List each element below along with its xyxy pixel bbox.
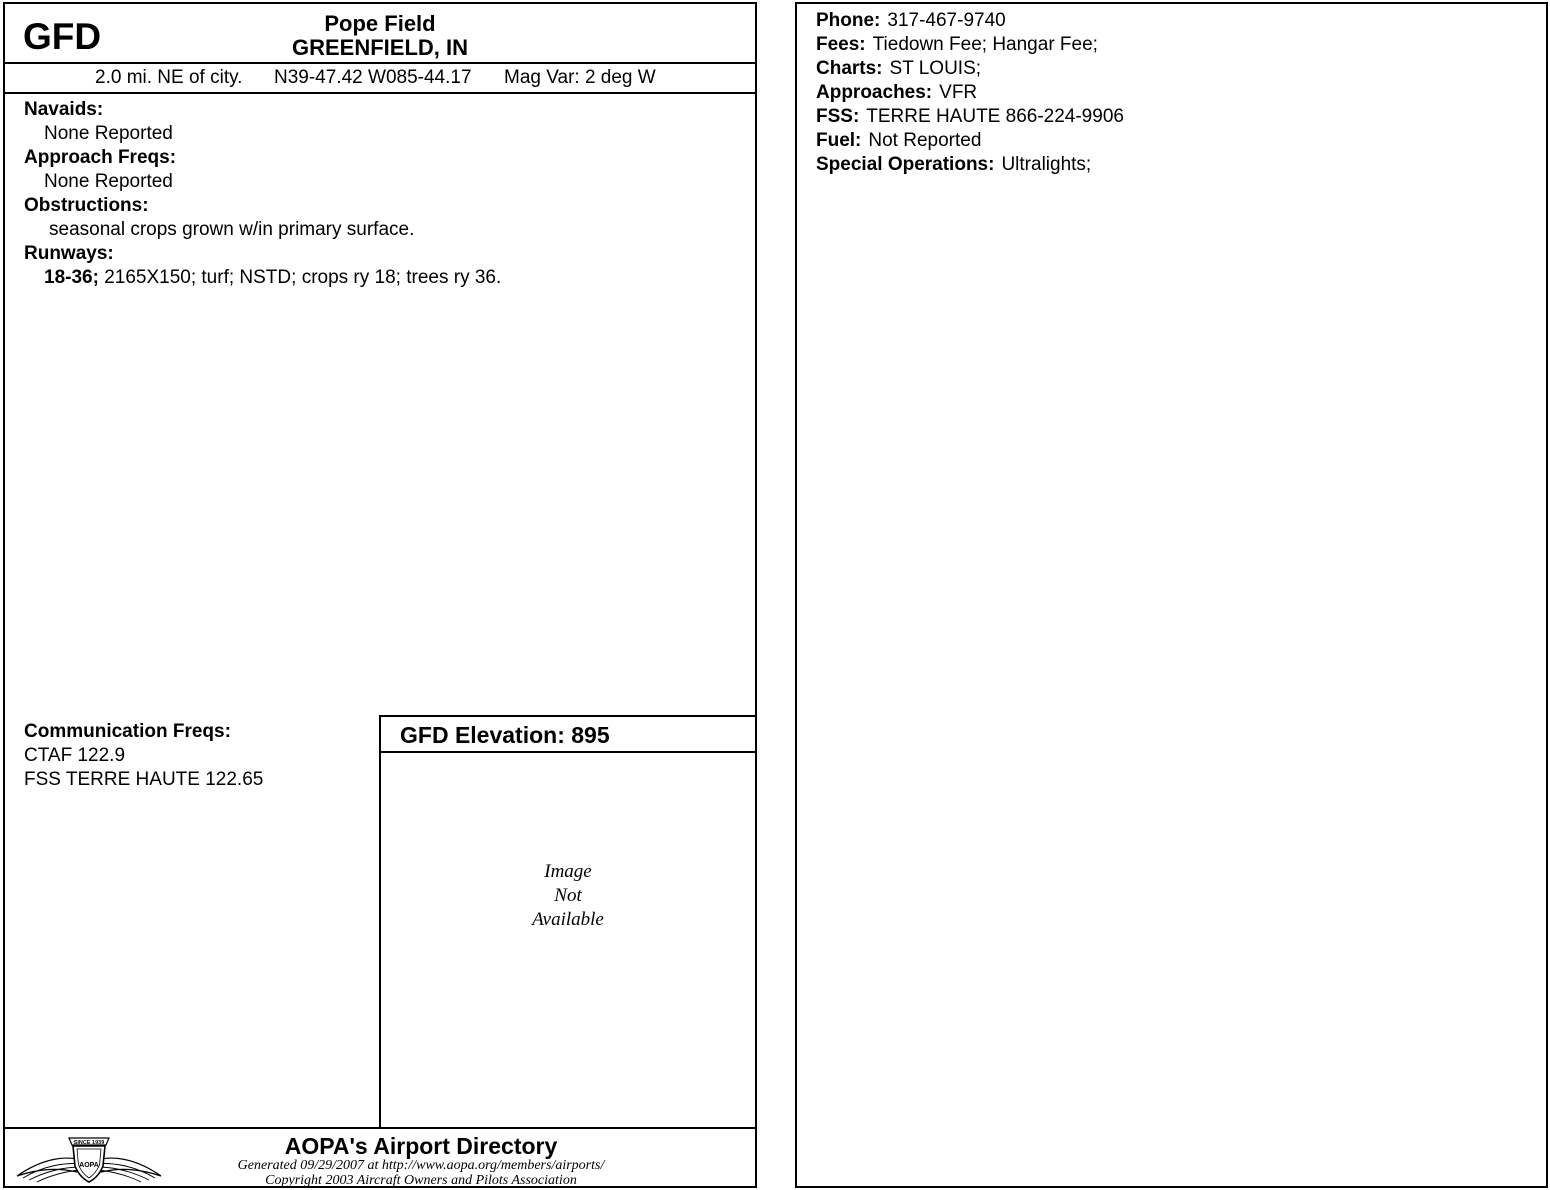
comm-freqs-label: Communication Freqs: — [24, 721, 231, 742]
footer — [5, 1127, 755, 1186]
navaids-label: Navaids: — [24, 99, 104, 120]
logo-banner-text: SINCE 1939 — [73, 1140, 105, 1146]
logo-text: AOPA — [79, 1162, 99, 1169]
detail-special-ops-value: Ultralights; — [1001, 154, 1092, 175]
obstructions-value: seasonal crops grown w/in primary surface. — [49, 219, 415, 240]
detail-fees-value: Tiedown Fee; Hangar Fee; — [872, 34, 1098, 55]
footer-copyright: Copyright 2003 Aircraft Owners and Pilots Association — [265, 1173, 577, 1188]
detail-approaches-value: VFR — [939, 82, 978, 103]
elevation-header — [381, 717, 755, 753]
footer-title: AOPA's Airport Directory — [284, 1133, 558, 1159]
mag-var: Mag Var: 2 deg W — [504, 67, 656, 88]
detail-approaches — [816, 82, 977, 104]
details-card — [795, 2, 1548, 1188]
image-text-3: Available — [532, 909, 604, 930]
approach-freqs-label: Approach Freqs: — [24, 147, 177, 168]
image-placeholder — [381, 860, 755, 932]
runway-id: 18-36; — [44, 267, 99, 288]
runways-label: Runways: — [24, 243, 114, 264]
detail-fss — [816, 106, 1124, 128]
detail-fss-value: TERRE HAUTE 866-224-9906 — [866, 106, 1124, 127]
coordinates: N39-47.42 W085-44.17 — [274, 67, 472, 88]
elevation-title: GFD Elevation: 895 — [400, 722, 610, 748]
detail-phone-label: Phone: — [816, 10, 881, 31]
image-text-2: Not — [554, 885, 582, 906]
detail-fees — [816, 34, 1098, 56]
detail-special-ops — [816, 154, 1091, 176]
detail-fuel — [816, 130, 981, 152]
approach-freqs-value: None Reported — [44, 171, 173, 192]
detail-charts-label: Charts: — [816, 58, 883, 79]
footer-generated: Generated 09/29/2007 at http://www.aopa.org/members/airports/ — [237, 1158, 605, 1173]
comm-freq-fss: FSS TERRE HAUTE 122.65 — [24, 769, 264, 790]
detail-phone — [816, 10, 1006, 32]
card-header — [5, 4, 755, 64]
detail-charts-value: ST LOUIS; — [889, 58, 982, 79]
airport-city: GREENFIELD, IN — [291, 35, 468, 60]
location-bar — [5, 64, 755, 94]
airport-code: GFD — [23, 16, 102, 57]
runway-desc: 2165X150; turf; NSTD; crops ry 18; trees ry 36. — [104, 267, 502, 288]
elevation-box — [379, 715, 755, 1127]
airport-name: Pope Field — [324, 11, 436, 36]
detail-fuel-label: Fuel: — [816, 130, 862, 151]
navaids-value: None Reported — [44, 123, 173, 144]
comm-freq-ctaf: CTAF 122.9 — [24, 745, 126, 766]
image-text-1: Image — [544, 861, 592, 882]
airport-card — [3, 2, 757, 1188]
obstructions-label: Obstructions: — [24, 195, 149, 216]
runway-entry — [44, 267, 501, 289]
detail-special-ops-label: Special Operations: — [816, 154, 995, 175]
detail-fees-label: Fees: — [816, 34, 866, 55]
detail-charts — [816, 58, 981, 80]
detail-fuel-value: Not Reported — [868, 130, 982, 151]
detail-fss-label: FSS: — [816, 106, 860, 127]
detail-phone-value: 317-467-9740 — [887, 10, 1006, 31]
detail-approaches-label: Approaches: — [816, 82, 933, 103]
location-text: 2.0 mi. NE of city. — [95, 67, 243, 88]
